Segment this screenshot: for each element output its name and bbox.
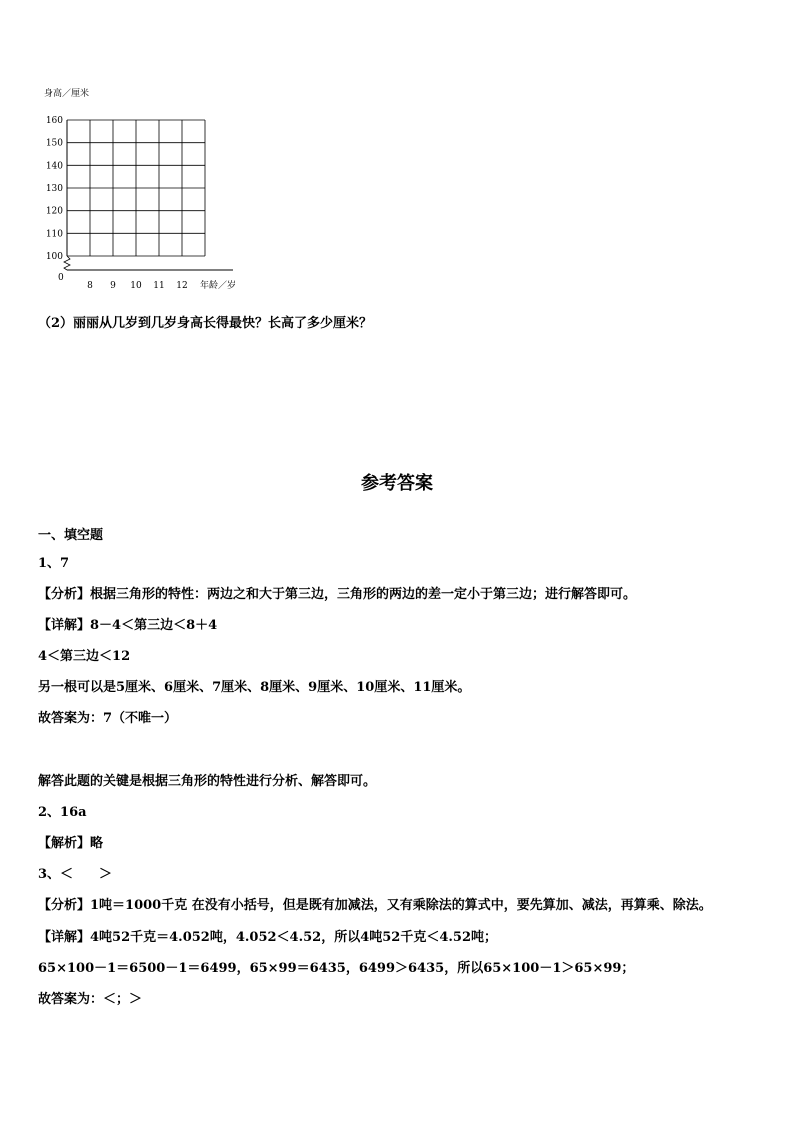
answer-3: 3、＜ ＞ [38, 867, 113, 882]
answer-1: 1、7 [38, 556, 70, 571]
x-tick-label: 8 [87, 281, 93, 291]
analysis-3: 【分析】1吨＝1000千克 在没有小括号，但是既有加减法，又有乘除法的算式中，要先算加、减法，再算乘、除法。 [38, 898, 712, 913]
y-tick-label: 100 [45, 252, 63, 262]
x-tick-label: 12 [176, 281, 188, 291]
y-tick-label: 150 [45, 138, 63, 149]
detail-3-line-1: 【详解】4吨52千克＝4.052吨，4.052＜4.52，所以4吨52千克＜4.52吨； [38, 930, 498, 945]
analysis-1: 【分析】根据三角形的特性：两边之和大于第三边，三角形的两边的差一定小于第三边；进行解答即可。 [38, 587, 637, 602]
origin-label: 0 [58, 273, 64, 283]
y-tick-label: 160 [45, 116, 63, 126]
grid-lines [67, 120, 205, 256]
y-tick-label: 130 [45, 184, 63, 194]
y-tick-label: 120 [45, 206, 63, 217]
y-axis-label: 身高／厘米 [44, 89, 90, 99]
key-point-1: 解答此题的关键是根据三角形的特性进行分析、解答即可。 [38, 774, 377, 789]
answer-2: 2、16a [38, 805, 87, 820]
y-tick-label: 140 [45, 161, 63, 172]
x-tick-labels [87, 281, 188, 291]
axis-break-icon [64, 256, 70, 270]
answer-3-conclusion: 故答案为：＜；＞ [38, 992, 143, 1007]
x-axis-label: 年龄／岁 [200, 281, 237, 291]
height-age-grid-chart [36, 84, 256, 294]
detail-1-line-2: 4＜第三边＜12 [38, 649, 131, 664]
y-tick-labels [46, 116, 63, 262]
detail-3-line-2: 65×100－1＝6500－1＝6499，65×99＝6435，6499＞6435，所以65×100－1＞65×99； [38, 961, 635, 976]
answer-title: 参考答案 [361, 473, 433, 494]
answer-1-conclusion: 故答案为：7（不唯一） [38, 711, 178, 726]
x-tick-label: 9 [110, 281, 116, 291]
question-2: （2）丽丽从几岁到几岁身高长得最快？长高了多少厘米？ [38, 316, 373, 331]
section-heading: 一、填空题 [38, 528, 104, 543]
y-tick-label: 110 [45, 229, 63, 240]
detail-1-line-1: 【详解】8－4＜第三边＜8＋4 [38, 618, 218, 633]
x-tick-label: 10 [130, 281, 142, 291]
explanation-2: 【解析】略 [38, 836, 104, 851]
detail-1-line-3: 另一根可以是5厘米、6厘米、7厘米、8厘米、9厘米、10厘米、11厘米。 [38, 680, 471, 695]
grid-chart-svg [36, 84, 256, 294]
x-tick-label: 11 [153, 281, 165, 291]
